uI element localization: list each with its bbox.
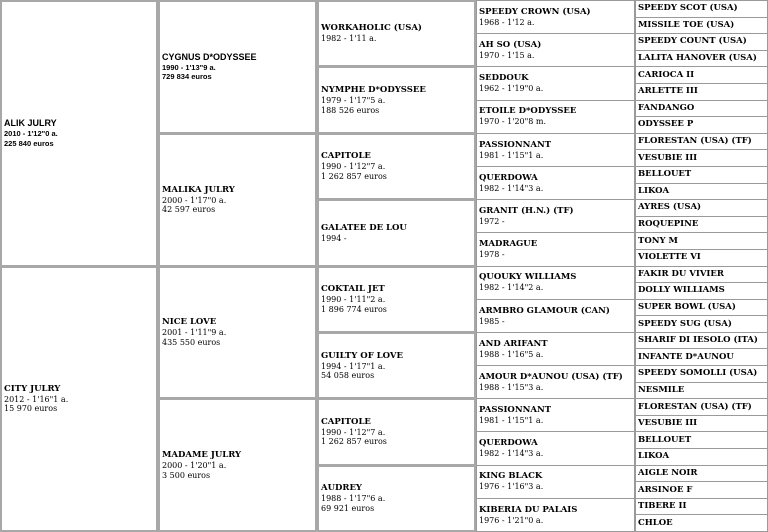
horse-birth-record: 1976 - 1'21"0 a. (479, 516, 632, 526)
horse-name[interactable]: ARSINOE F (638, 485, 765, 496)
horse-name[interactable]: CAPITOLE (321, 417, 472, 428)
horse-cell (635, 83, 768, 101)
horse-name[interactable]: ODYSSEE P (638, 119, 765, 130)
horse-cell (476, 66, 635, 100)
horse-birth-record: 2000 - 1'20"1 a. (162, 461, 313, 471)
horse-cell (476, 398, 635, 432)
horse-cell (476, 299, 635, 333)
horse-name[interactable]: SPEEDY SUG (USA) (638, 319, 765, 330)
horse-name[interactable]: QUERDOWA (479, 173, 632, 184)
horse-earnings: 729 834 euros (162, 72, 313, 82)
horse-name[interactable]: KING BLACK (479, 471, 632, 482)
horse-cell (317, 0, 476, 67)
horse-cell (635, 33, 768, 51)
horse-earnings: 435 550 euros (162, 338, 313, 348)
horse-birth-record: 1990 - 1'13"9 a. (162, 63, 313, 73)
horse-name[interactable]: AMOUR D*AUNOU (USA) (TF) (479, 372, 632, 383)
horse-name[interactable]: GRANIT (H.N.) (TF) (479, 206, 632, 217)
horse-name[interactable]: SPEEDY SCOT (USA) (638, 3, 765, 14)
horse-earnings: 1 262 857 euros (321, 437, 472, 447)
horse-name[interactable]: PASSIONNANT (479, 140, 632, 151)
horse-name[interactable]: FLORESTAN (USA) (TF) (638, 136, 765, 147)
horse-birth-record: 1970 - 1'20"8 m. (479, 117, 632, 127)
horse-birth-record: 1988 - 1'16"5 a. (479, 350, 632, 360)
horse-cell (635, 514, 768, 532)
horse-birth-record: 1990 - 1'12"7 a. (321, 162, 472, 172)
horse-name[interactable]: GUILTY OF LOVE (321, 351, 472, 362)
horse-cell (476, 266, 635, 300)
horse-cell (317, 133, 476, 200)
horse-cell (635, 249, 768, 267)
horse-name[interactable]: CARIOCA II (638, 70, 765, 81)
horse-birth-record: 1970 - 1'15 a. (479, 51, 632, 61)
horse-name[interactable]: QUERDOWA (479, 438, 632, 449)
horse-cell (635, 183, 768, 201)
horse-cell (635, 431, 768, 449)
horse-birth-record: 1994 - 1'17"1 a. (321, 362, 472, 372)
horse-cell (476, 332, 635, 366)
horse-birth-record: 1982 - 1'14"2 a. (479, 283, 632, 293)
horse-cell (635, 266, 768, 284)
horse-birth-record: 1982 - 1'14"3 a. (479, 449, 632, 459)
horse-birth-record: 1990 - 1'11"2 a. (321, 295, 472, 305)
horse-birth-record: 2010 - 1'12"0 a. (4, 129, 154, 139)
horse-cell (635, 50, 768, 68)
horse-cell (317, 66, 476, 133)
horse-name[interactable]: MALIKA JULRY (162, 185, 313, 196)
horse-cell (635, 315, 768, 333)
generation-5-column (635, 0, 768, 531)
horse-name[interactable]: FLORESTAN (USA) (TF) (638, 402, 765, 413)
horse-name[interactable]: LIKOA (638, 451, 765, 462)
horse-cell (635, 382, 768, 400)
horse-birth-record: 1981 - 1'15"1 a. (479, 416, 632, 426)
horse-cell (317, 199, 476, 266)
horse-name[interactable]: NESMILE (638, 385, 765, 396)
horse-cell (476, 431, 635, 465)
horse-name[interactable]: AYRES (USA) (638, 202, 765, 213)
horse-name[interactable]: INFANTE D*AUNOU (638, 352, 765, 363)
horse-earnings: 15 970 euros (4, 404, 154, 414)
horse-cell (635, 448, 768, 466)
horse-name[interactable]: MADAME JULRY (162, 450, 313, 461)
horse-cell (635, 365, 768, 383)
horse-name[interactable]: ROQUEPINE (638, 219, 765, 230)
horse-cell (635, 66, 768, 84)
horse-name[interactable]: SHARIF DI IESOLO (ITA) (638, 335, 765, 346)
horse-name[interactable]: COKTAIL JET (321, 284, 472, 295)
horse-cell (635, 149, 768, 167)
horse-name[interactable]: AND ARIFANT (479, 339, 632, 350)
horse-birth-record: 1982 - 1'11 a. (321, 34, 472, 44)
horse-name[interactable]: CAPITOLE (321, 151, 472, 162)
horse-earnings: 1 896 774 euros (321, 305, 472, 315)
horse-name[interactable]: KIBERIA DU PALAIS (479, 505, 632, 516)
generation-3-column (317, 0, 476, 531)
horse-name[interactable]: NYMPHE D*ODYSSEE (321, 85, 472, 96)
horse-birth-record: 1988 - 1'15"3 a. (479, 383, 632, 393)
horse-cell (635, 481, 768, 499)
horse-cell (476, 166, 635, 200)
horse-cell (635, 199, 768, 217)
horse-cell (158, 266, 317, 400)
horse-cell (635, 100, 768, 118)
horse-birth-record: 1990 - 1'12"7 a. (321, 428, 472, 438)
horse-birth-record: 1962 - 1'19"0 a. (479, 84, 632, 94)
horse-cell (635, 216, 768, 234)
horse-name[interactable]: SPEEDY COUNT (USA) (638, 36, 765, 47)
horse-birth-record: 1982 - 1'14"3 a. (479, 184, 632, 194)
horse-cell (158, 0, 317, 134)
horse-cell (476, 199, 635, 233)
horse-birth-record: 1976 - 1'16"3 a. (479, 482, 632, 492)
horse-name[interactable]: CITY JULRY (4, 384, 154, 395)
horse-name[interactable]: PASSIONNANT (479, 405, 632, 416)
horse-cell (635, 17, 768, 35)
horse-cell (635, 116, 768, 134)
horse-name[interactable]: MISSILE TOE (USA) (638, 20, 765, 31)
horse-earnings: 3 500 euros (162, 471, 313, 481)
horse-birth-record: 1985 - (479, 317, 632, 327)
horse-earnings: 54 058 euros (321, 371, 472, 381)
generation-1-column (0, 0, 158, 531)
horse-name[interactable]: DOLLY WILLIAMS (638, 285, 765, 296)
horse-cell (635, 282, 768, 300)
horse-name[interactable]: AUDREY (321, 483, 472, 494)
horse-birth-record: 1978 - (479, 250, 632, 260)
horse-cell (158, 398, 317, 532)
horse-name[interactable]: VESUBIE III (638, 418, 765, 429)
horse-cell (476, 133, 635, 167)
horse-earnings: 188 526 euros (321, 106, 472, 116)
horse-name[interactable]: BELLOUET (638, 169, 765, 180)
horse-cell (635, 0, 768, 18)
horse-name[interactable]: VESUBIE III (638, 153, 765, 164)
generation-4-column (476, 0, 635, 531)
horse-name[interactable]: ETOILE D*ODYSSEE (479, 106, 632, 117)
horse-name[interactable]: SUPER BOWL (USA) (638, 302, 765, 313)
horse-name[interactable]: VIOLETTE VI (638, 252, 765, 263)
horse-birth-record: 1994 - (321, 234, 472, 244)
horse-cell (317, 266, 476, 333)
horse-cell (476, 465, 635, 499)
horse-cell (635, 299, 768, 317)
horse-cell (635, 232, 768, 250)
horse-earnings: 225 840 euros (4, 139, 154, 149)
horse-cell (317, 332, 476, 399)
horse-cell (635, 133, 768, 151)
horse-birth-record: 1979 - 1'17"5 a. (321, 96, 472, 106)
horse-earnings: 1 262 857 euros (321, 172, 472, 182)
horse-name[interactable]: AIGLE NOIR (638, 468, 765, 479)
horse-cell (317, 398, 476, 465)
horse-name[interactable]: SPEEDY SOMOLLI (USA) (638, 368, 765, 379)
horse-cell (635, 348, 768, 366)
horse-cell (317, 465, 476, 532)
horse-name[interactable]: TONY M (638, 236, 765, 247)
horse-name[interactable]: SPEEDY CROWN (USA) (479, 7, 632, 18)
horse-name[interactable]: ALIK JULRY (4, 118, 154, 129)
horse-name[interactable]: ARLETTE III (638, 86, 765, 97)
horse-birth-record: 1972 - (479, 217, 632, 227)
horse-cell (158, 133, 317, 267)
horse-cell (0, 266, 158, 532)
horse-birth-record: 2000 - 1'17"0 a. (162, 196, 313, 206)
horse-birth-record: 2001 - 1'11"9 a. (162, 328, 313, 338)
horse-name[interactable]: TIBERE II (638, 501, 765, 512)
horse-cell (0, 0, 158, 267)
horse-cell (476, 33, 635, 67)
horse-name[interactable]: MADRAGUE (479, 239, 632, 250)
horse-birth-record: 2012 - 1'16"1 a. (4, 395, 154, 405)
horse-name[interactable]: NICE LOVE (162, 317, 313, 328)
horse-name[interactable]: CYGNUS D*ODYSSEE (162, 52, 313, 63)
horse-cell (476, 498, 635, 532)
horse-name[interactable]: FANDANGO (638, 103, 765, 114)
horse-name[interactable]: GALATEE DE LOU (321, 223, 472, 234)
horse-name[interactable]: SEDDOUK (479, 73, 632, 84)
horse-cell (635, 166, 768, 184)
generation-2-column (158, 0, 317, 531)
horse-cell (635, 332, 768, 350)
horse-name[interactable]: LALITA HANOVER (USA) (638, 53, 765, 64)
horse-name[interactable]: AH SO (USA) (479, 40, 632, 51)
horse-name[interactable]: QUOUKY WILLIAMS (479, 272, 632, 283)
horse-name[interactable]: ARMBRO GLAMOUR (CAN) (479, 306, 632, 317)
horse-birth-record: 1981 - 1'15"1 a. (479, 151, 632, 161)
horse-cell (476, 0, 635, 34)
horse-name[interactable]: BELLOUET (638, 435, 765, 446)
horse-cell (476, 100, 635, 134)
horse-earnings: 69 921 euros (321, 504, 472, 514)
horse-birth-record: 1988 - 1'17"6 a. (321, 494, 472, 504)
horse-earnings: 42 597 euros (162, 205, 313, 215)
horse-cell (635, 398, 768, 416)
horse-cell (476, 232, 635, 266)
horse-name[interactable]: CHLOE (638, 518, 765, 529)
horse-name[interactable]: FAKIR DU VIVIER (638, 269, 765, 280)
horse-birth-record: 1968 - 1'12 a. (479, 18, 632, 28)
horse-cell (635, 415, 768, 433)
horse-cell (635, 465, 768, 483)
horse-cell (476, 365, 635, 399)
horse-cell (635, 498, 768, 516)
horse-name[interactable]: WORKAHOLIC (USA) (321, 23, 472, 34)
horse-name[interactable]: LIKOA (638, 186, 765, 197)
